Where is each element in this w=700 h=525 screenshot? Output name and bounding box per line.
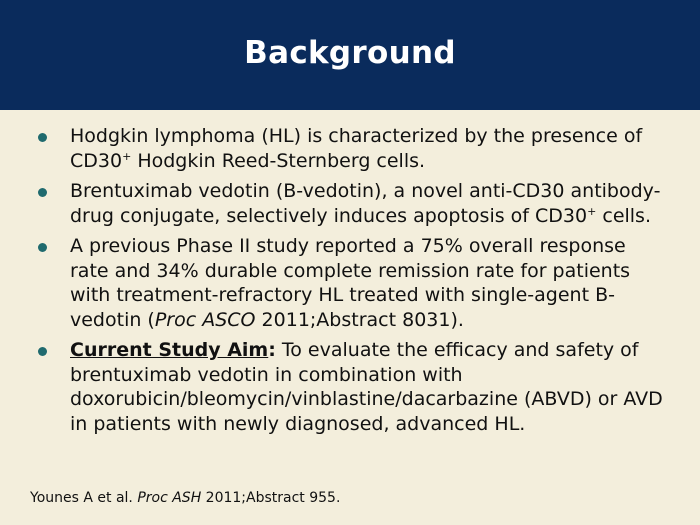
- bullet-item-hl-definition: [36, 124, 666, 173]
- study-aim-colon: :: [268, 339, 276, 361]
- bullet-item-phase-ii: [36, 234, 666, 332]
- bullet-text: To evaluate the efficacy and safety of brentuximab vedotin in combination with doxorubicin/bleomycin/vinblastine/dacarbazine (ABVD) or AVD in patients with newly diagnosed, advanced HL.: [70, 339, 663, 435]
- bullet-dot-icon: [38, 347, 47, 356]
- bullet-item-study-aim: [36, 338, 666, 436]
- citation: [30, 490, 340, 506]
- bullet-list: [36, 124, 666, 442]
- journal-name: Proc ASCO: [154, 308, 256, 331]
- study-aim-label: Current Study Aim: [70, 339, 269, 361]
- bullet-dot-icon: [38, 243, 47, 252]
- bullet-text: A previous Phase II study reported a 75% overall response rate and 34% durable complete remission rate for patients with treatment-refractory HL treated with single-agent B-vedotin (: [70, 235, 631, 331]
- superscript-plus: +: [587, 204, 597, 218]
- bullet-text: cells.: [596, 204, 651, 227]
- bullet-item-b-vedotin: [36, 179, 666, 228]
- citation-detail: 2011;Abstract 955.: [201, 490, 341, 506]
- bullet-dot-icon: [38, 133, 47, 142]
- bullet-text: Brentuximab vedotin (B-vedotin), a novel anti-CD30 antibody-drug conjugate, selectively induces apoptosis of CD30: [70, 180, 661, 227]
- superscript-plus: +: [122, 149, 132, 163]
- citation-authors: Younes A et al.: [30, 490, 138, 506]
- bullet-dot-icon: [38, 188, 47, 197]
- title-bar: [0, 0, 700, 110]
- bullet-text: Hodgkin Reed-Sternberg cells.: [131, 149, 426, 172]
- bullet-text: 2011;Abstract 8031).: [255, 308, 464, 331]
- bullet-text: Hodgkin lymphoma (HL) is characterized by the presence of CD30: [70, 125, 643, 172]
- slide-title: Background: [244, 35, 456, 71]
- citation-journal: Proc ASH: [137, 490, 202, 506]
